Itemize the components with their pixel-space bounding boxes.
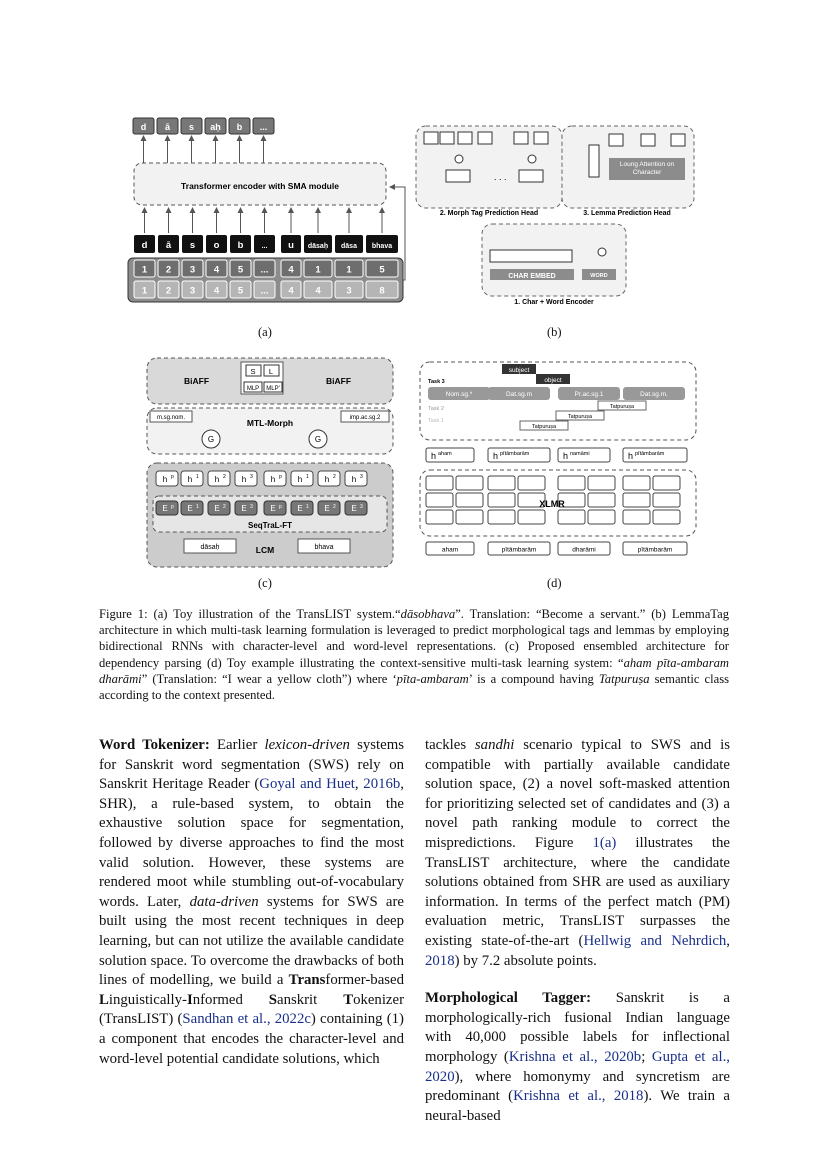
output-token: ā	[164, 122, 171, 132]
xlmr-cell	[588, 493, 615, 507]
hidden-state-label: h	[351, 475, 357, 484]
input-token: ā	[165, 240, 172, 251]
citation-link[interactable]: Goyal and Huet	[259, 776, 355, 793]
input-token: dāsa	[341, 243, 357, 250]
position-value: 8	[379, 285, 385, 297]
position-value: 4	[288, 264, 294, 276]
citation-link[interactable]: Sandhan et al., 2022c	[182, 1011, 311, 1028]
word-bhava: bhava	[314, 544, 334, 551]
token-hidden-sup: pītāmbarām	[500, 451, 530, 457]
figure-d	[418, 360, 700, 560]
hidden-state-label: h	[324, 475, 330, 484]
position-value: 4	[213, 285, 220, 297]
tag-right: imp.ac.sg.2	[349, 415, 381, 421]
hidden-state-sup: 3	[360, 474, 363, 480]
encoder-label: Transformer encoder with SMA module	[181, 181, 339, 191]
embedding-label: E	[187, 504, 193, 513]
position-value: 3	[189, 264, 196, 276]
hidden-state-sup: 2	[223, 474, 226, 480]
figure-d-label: (d)	[547, 576, 562, 590]
word-tokenizer-paragraph: Word Tokenizer: Earlier lexicon-driven systems for Sanskrit word segmentation (SWS) rely on Sanskrit Heritage Reader (Goyal and Huet, 2016b, SHR), a rule-based system, to obtain the exhaustive solution space for segmentation, followed by diverse approaches to find the most valid solution. However, these systems are rendered moot while stumbling out-of-vocabulary words. Later, data-driven systems for SWS are built using the most recent techniques in deep learning, but can not utilize the available candidate solution space. To overcome the drawbacks of both lines of modelling, we build a Transformer-based Linguistically-Informed Sanskrit Tokenizer (TransLIST) (Sandhan et al., 2022c) containing (1) a component that encodes the character-level and word-level potential candidate solutions, which	[99, 737, 404, 1067]
embedding-sup: 3	[250, 504, 253, 510]
biaff-right: BiAFF	[326, 376, 352, 386]
embedding-label: E	[297, 504, 303, 513]
embedding-label: E	[162, 504, 168, 513]
embedding-sup: p	[279, 504, 282, 510]
tag-cell	[478, 132, 492, 144]
xlmr-cell	[518, 510, 545, 524]
translist-paragraph: tackles sandhi scenario typical to SWS and is compatible with partially available candidate solution space, (2) a novel soft-masked attention for prioritizing selected set of candidates and (3) a novel path ranking module to correct the mispredictions. Figure 1(a) illustrates the TransLIST architecture, where the candidate solutions obtained from SHR are used as auxiliary information. In terms of the perfect match (PM) evaluation metric, TransLIST surpasses the existing state-of-the-art (Hellwig and Nehrdich, 2018) by 7.2 absolute points.	[425, 737, 731, 969]
xlmr-cell	[623, 476, 650, 490]
hidden-state-sup: 3	[250, 474, 253, 480]
output-token: b	[236, 122, 243, 132]
biaff-left: BiAFF	[184, 376, 210, 386]
position-value: 1	[346, 264, 352, 276]
token-hidden-label: h	[493, 451, 499, 461]
tag-cell	[514, 132, 528, 144]
xlmr-cell	[623, 493, 650, 507]
position-value: ...	[260, 264, 269, 276]
citation-link[interactable]: Krishna et al., 2018	[513, 1088, 644, 1105]
hidden-state-label: h	[214, 475, 220, 484]
token-hidden-sup: aham	[438, 451, 452, 457]
position-value: 1	[315, 264, 321, 276]
input-token: bhava	[371, 243, 393, 250]
citation-link[interactable]: Hellwig and Nehrdich	[583, 932, 727, 949]
embedding-sup: 2	[223, 504, 226, 510]
morph-tagger-paragraph: Morphological Tagger: Sanskrit is a morphologically-rich fusional Indian language with 40,000 possible labels for inflectional morphology (Krishna et al., 2020b; Gupta et al., 2020), where homonymy and syncretism are predominant (Krishna et al., 2018). We train a neural-based	[425, 990, 731, 1124]
position-value: 2	[165, 264, 172, 276]
xlmr-cell	[426, 493, 453, 507]
embedding-sup: 2	[333, 504, 336, 510]
hidden-state-sup: 2	[333, 474, 336, 480]
xlmr-cell	[426, 510, 453, 524]
xlmr-cell	[623, 510, 650, 524]
lemma-head-label: 3. Lemma Prediction Head	[583, 210, 671, 217]
g-left: G	[207, 435, 215, 444]
hidden-state-sup: 1	[196, 474, 199, 480]
token-hidden-label: h	[563, 451, 569, 461]
xlmr-cell	[456, 476, 483, 490]
tag-cell	[534, 132, 548, 144]
svg-text:. . .: . . .	[494, 172, 507, 182]
hidden-state-sup: p	[171, 474, 174, 480]
token-hidden-sup: namāmi	[570, 451, 590, 457]
xlmr-label: XLMR	[539, 499, 565, 509]
embedding-label: E	[270, 504, 276, 513]
morph-tag: Dat.sg.m.	[640, 391, 668, 398]
word-embed-label: WORD	[590, 273, 608, 279]
embedding-label: E	[324, 504, 330, 513]
position-value: 2	[165, 285, 172, 297]
position-value: 4	[288, 285, 294, 297]
section-heading: Morphological Tagger:	[425, 990, 592, 1007]
figure-c	[146, 356, 396, 571]
input-word: dharāmi	[572, 546, 596, 554]
tatpurusa-3: Tatpuruṣa	[531, 424, 557, 430]
xlmr-cell	[558, 510, 585, 524]
position-value: 1	[141, 285, 148, 297]
token-hidden-sup: pītāmbarām	[635, 451, 665, 457]
left-column	[99, 736, 404, 1069]
citation-link[interactable]: Krishna et al., 2020b	[508, 1048, 642, 1065]
xlmr-cell	[653, 510, 680, 524]
xlmr-cell	[488, 476, 515, 490]
position-value: 3	[189, 285, 196, 297]
s-label: S	[250, 367, 256, 376]
xlmr-cell	[518, 476, 545, 490]
tag-cell	[440, 132, 454, 144]
token-hidden-label: h	[628, 451, 634, 461]
embedding-label: E	[241, 504, 247, 513]
morph-head-label: 2. Morph Tag Prediction Head	[439, 210, 539, 217]
figure-a	[100, 110, 415, 305]
hidden-state-label: h	[187, 475, 193, 484]
xlmr-cell	[653, 476, 680, 490]
token-hidden-label: h	[431, 451, 437, 461]
hidden-state-sup: 1	[306, 474, 309, 480]
char-embed-label: CHAR EMBED	[508, 273, 556, 280]
char-word-encoder-label: 1. Char + Word Encoder	[514, 299, 594, 306]
output-token: s	[188, 122, 195, 132]
citation-link[interactable]: 2016b	[363, 776, 401, 793]
position-value: 4	[315, 285, 321, 297]
input-token: s	[189, 240, 196, 251]
morph-tag: Dat.sg.m	[505, 391, 533, 398]
embedding-label: E	[351, 504, 357, 513]
input-word: aham	[441, 546, 459, 554]
output-token: d	[140, 122, 147, 132]
xlmr-cell	[558, 476, 585, 490]
seqtral-label: SeqTraL-FT	[247, 521, 293, 530]
task2-label: Task 2	[428, 406, 444, 412]
position-value: 1	[141, 264, 148, 276]
tag-cell	[458, 132, 472, 144]
input-token: dāsaḥ	[307, 243, 329, 250]
output-token: aḥ	[210, 122, 221, 132]
position-value: 3	[346, 285, 352, 297]
morph-tag: Nom.sg.*	[445, 391, 473, 398]
figure-a-label: (a)	[258, 325, 272, 339]
hidden-state-sup: p	[279, 474, 282, 480]
word-dasah: dāsaḥ	[200, 544, 220, 551]
xlmr-cell	[588, 476, 615, 490]
embedding-label: E	[214, 504, 220, 513]
g-right: G	[314, 435, 322, 444]
embedding-sup: p	[171, 504, 174, 510]
figure-ref-link[interactable]: 1(a)	[592, 834, 617, 851]
l-label: L	[268, 367, 274, 376]
task3-label: Task 3	[428, 379, 445, 385]
embedding-sup: 3	[360, 504, 363, 510]
figure-caption: Figure 1: (a) Toy illustration of the TransLIST system.“dāsobhava”. Translation: “Become a servant.” (b) LemmaTag architecture in which multi-task learning formulation is leveraged to predict morphological tags and lemmas by employing bidirectional RNNs with character-level and word-level representations. (c) Proposed ensembled architecture for dependency parsing (d) Toy example illustrating the context-sensitive multi-task learning system: “aham pīta-ambaram dharāmi” (Translation: “I wear a yellow cloth”) where ‘pīta-ambaram’ is a compound having Tatpuruṣa semantic class according to the context presented.	[99, 607, 730, 703]
tatpurusa-1: Tatpuruṣa	[609, 404, 635, 410]
xlmr-cell	[456, 493, 483, 507]
citation-link[interactable]: 2018	[425, 952, 455, 969]
input-word: pītāmbarām	[637, 546, 673, 554]
hidden-state-label: h	[270, 475, 276, 484]
tatpurusa-2: Tatpuruṣa	[567, 414, 593, 420]
input-token: u	[288, 240, 294, 251]
loung-attention-label: Loung Attention on Character	[619, 161, 675, 176]
embedding-sup: 1	[196, 504, 199, 510]
input-token: d	[141, 240, 148, 251]
morph-tag: Pr.ac.sg.1	[574, 391, 604, 398]
xlmr-cell	[488, 510, 515, 524]
subject-label: subject	[508, 367, 530, 374]
section-heading: Word Tokenizer:	[99, 737, 210, 753]
tag-cell	[424, 132, 438, 144]
citation-link[interactable]: Gupta et al., 2020	[425, 1048, 731, 1085]
hidden-state-label: h	[241, 475, 247, 484]
position-value: 4	[213, 264, 220, 276]
xlmr-cell	[426, 476, 453, 490]
tag-left: m.sg.nom.	[156, 415, 186, 421]
task1-label: Task 1	[428, 418, 444, 424]
input-token: o	[213, 240, 220, 251]
xlmr-cell	[653, 493, 680, 507]
input-token: b	[237, 240, 244, 251]
position-value: 5	[237, 285, 244, 297]
figure-c-label: (c)	[258, 576, 272, 590]
mlp2-label: MLP'	[266, 386, 280, 392]
position-value: ...	[260, 285, 269, 297]
hidden-state-label: h	[162, 475, 168, 484]
xlmr-cell	[456, 510, 483, 524]
input-token: ...	[261, 243, 268, 250]
xlmr-cell	[488, 493, 515, 507]
lcm-label: LCM	[255, 545, 275, 555]
input-word: pītāmbarām	[501, 546, 537, 554]
position-value: 5	[237, 264, 244, 276]
mtl-morph-label: MTL-Morph	[246, 418, 294, 428]
embedding-sup: 1	[306, 504, 309, 510]
object-label: object	[544, 377, 562, 384]
figure-b	[414, 112, 696, 307]
position-value: 5	[379, 264, 385, 276]
output-token: ...	[259, 122, 268, 132]
figure-b-label: (b)	[547, 325, 562, 339]
right-column	[425, 736, 730, 1126]
hidden-state-label: h	[297, 475, 303, 484]
xlmr-cell	[588, 510, 615, 524]
mlp-label: MLP	[246, 386, 260, 392]
